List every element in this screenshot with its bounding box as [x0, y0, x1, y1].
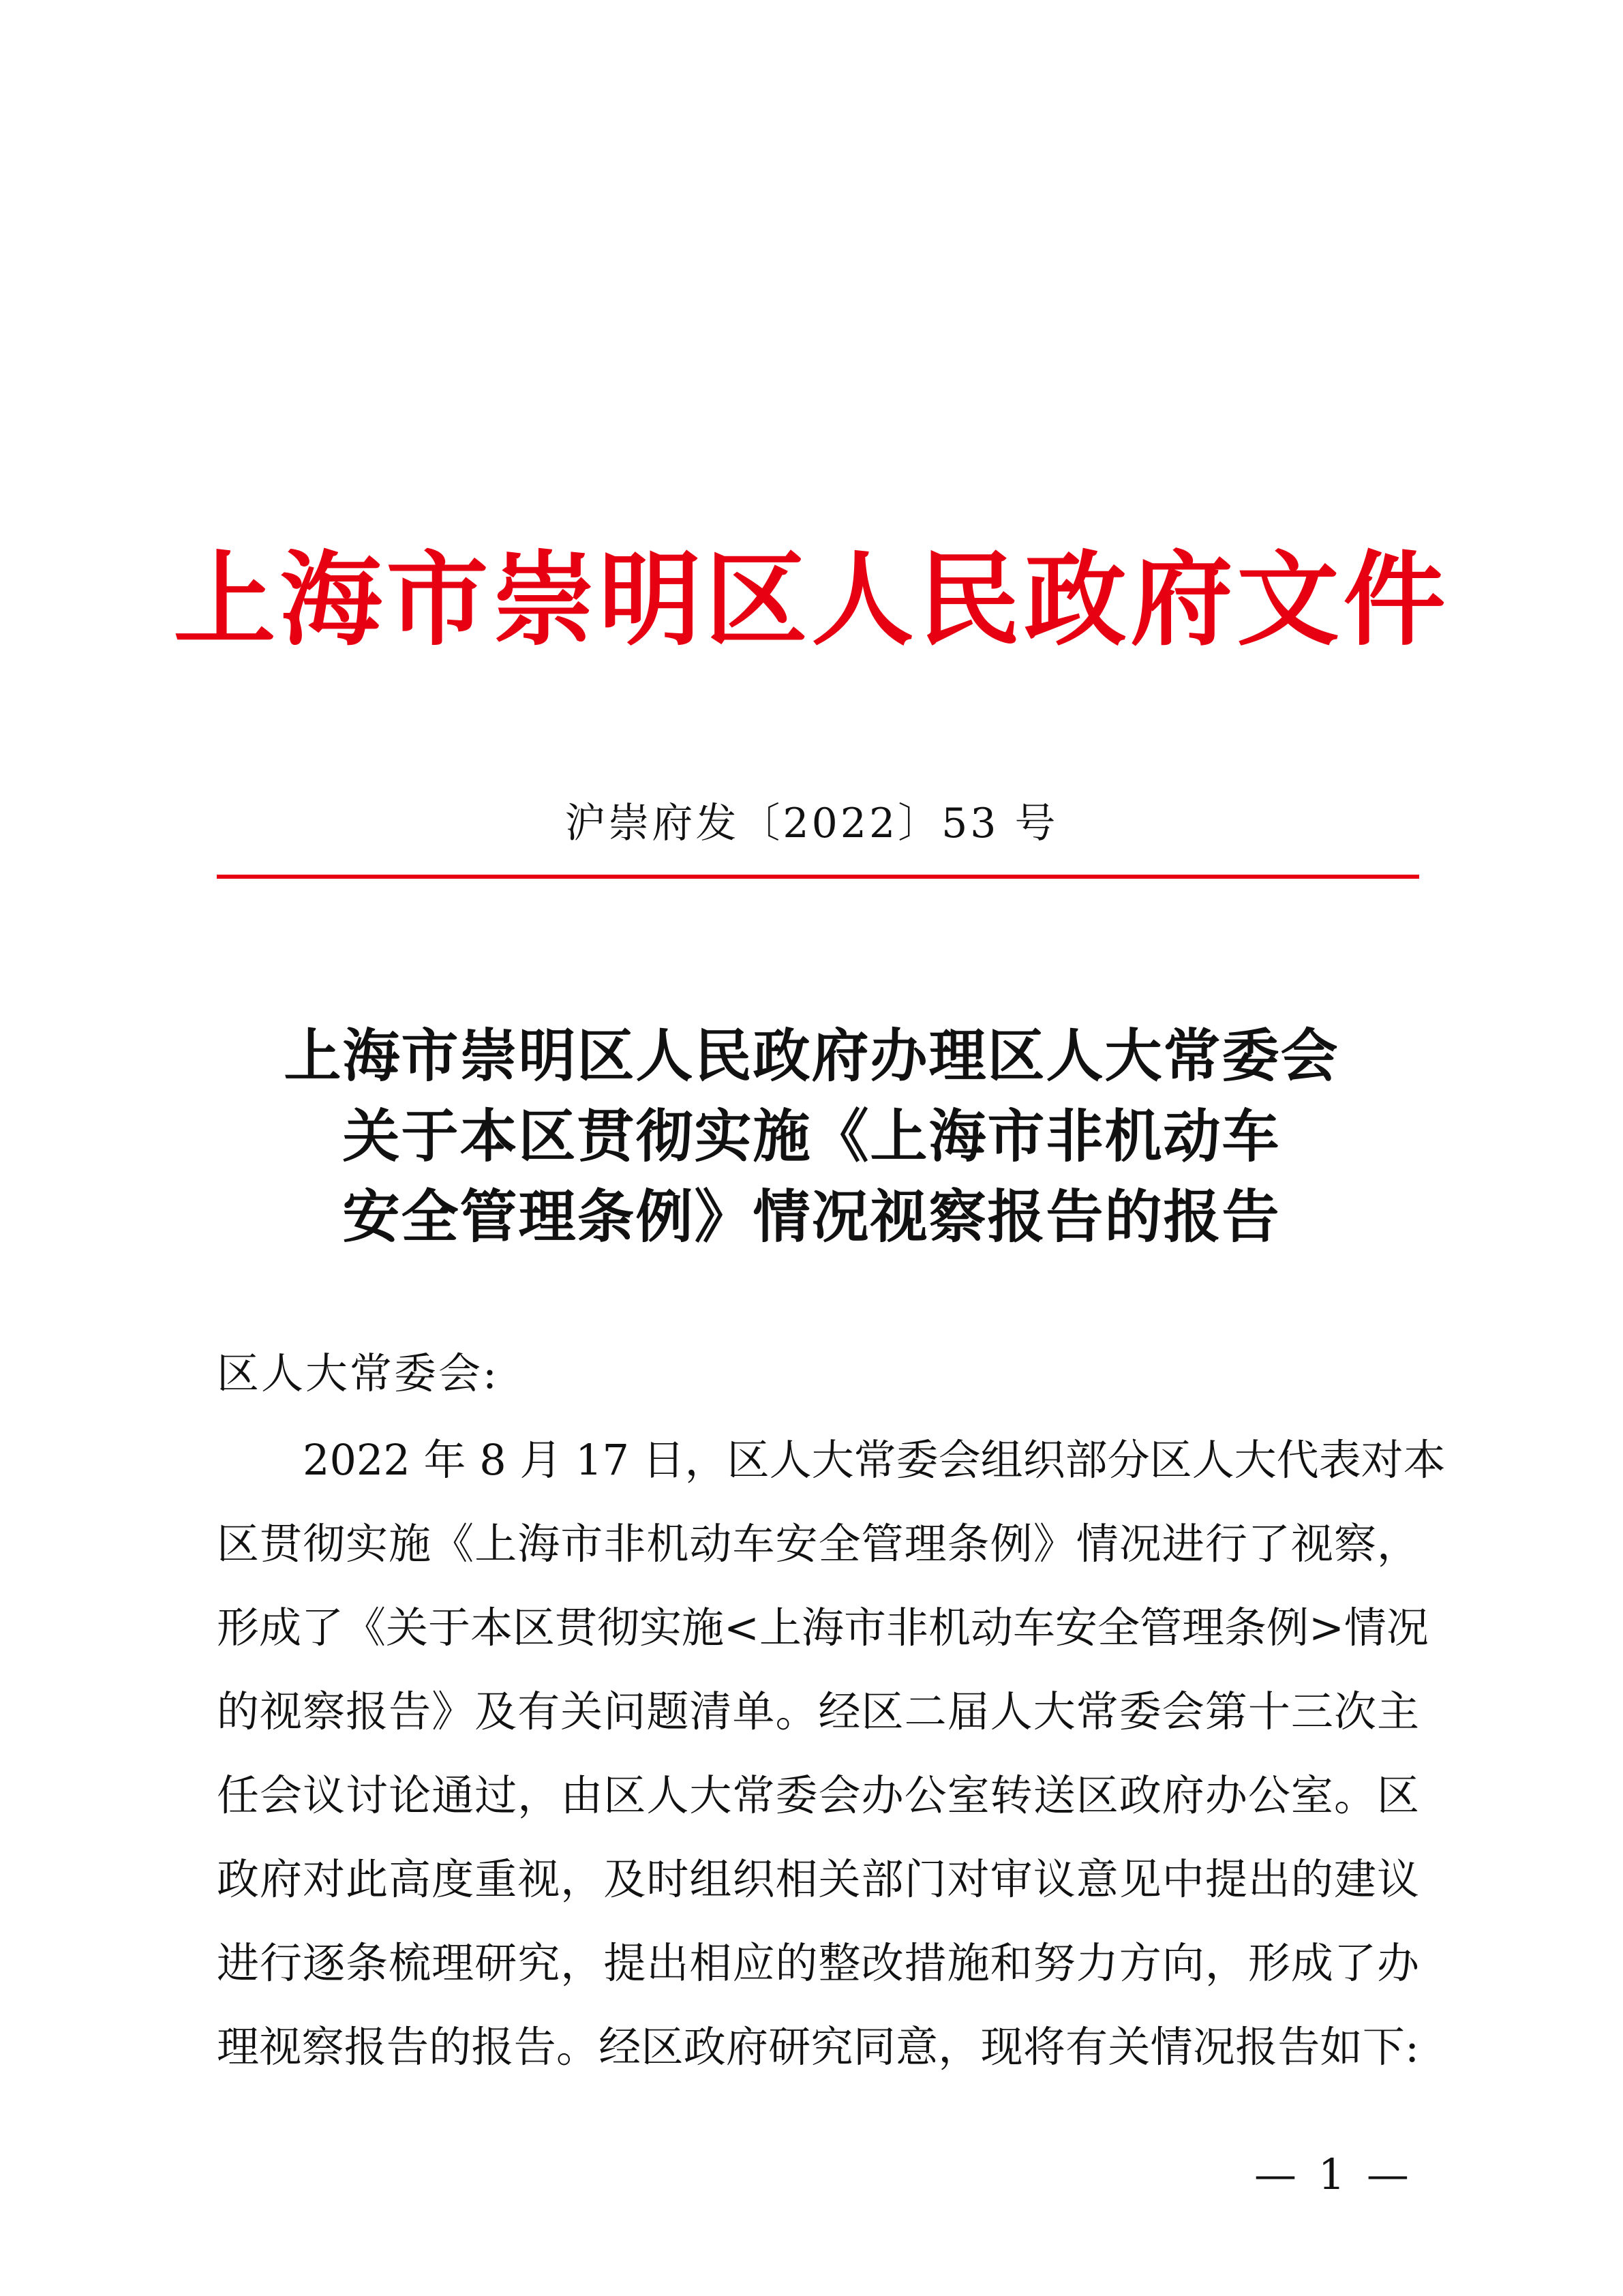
body-line: 区贯彻实施《上海市非机动车安全管理条例》情况进行了视察， [217, 1519, 1419, 1569]
document-masthead: 上海市崇明区人民政府文件 [173, 540, 1450, 660]
body-paragraph [217, 1418, 1446, 2089]
body-line: 2022 年 8 月 17 日，区人大常委会组织部分区人大代表对本 [303, 1435, 1446, 1485]
title-line: 关于本区贯彻实施《上海市非机动车 [342, 1102, 1281, 1170]
body-line: 政府对此高度重视，及时组织相关部门对审议意见中提出的建议 [217, 1854, 1419, 1904]
salutation: 区人大常委会: [217, 1348, 499, 1398]
page-number: — 1 — [1254, 2149, 1413, 2199]
title-line: 上海市崇明区人民政府办理区人大常委会 [284, 1022, 1339, 1089]
title-line: 安全管理条例》情况视察报告的报告 [342, 1183, 1281, 1250]
body-line: 的视察报告》及有关问题清单。经区二届人大常委会第十三次主 [217, 1687, 1419, 1736]
body-line: 进行逐条梳理研究，提出相应的整改措施和努力方向，形成了办 [217, 1938, 1419, 1988]
document-number: 沪崇府发〔2022〕53 号 [564, 800, 1059, 847]
body-line: 理视察报告的报告。经区政府研究同意，现将有关情况报告如下: [217, 2022, 1419, 2072]
body-line: 任会议讨论通过，由区人大常委会办公室转送区政府办公室。区 [217, 1770, 1419, 1820]
document-title [0, 1016, 1623, 1257]
body-line: 形成了《关于本区贯彻实施<上海市非机动车安全管理条例>情况 [217, 1603, 1429, 1652]
red-divider-line [217, 875, 1419, 879]
